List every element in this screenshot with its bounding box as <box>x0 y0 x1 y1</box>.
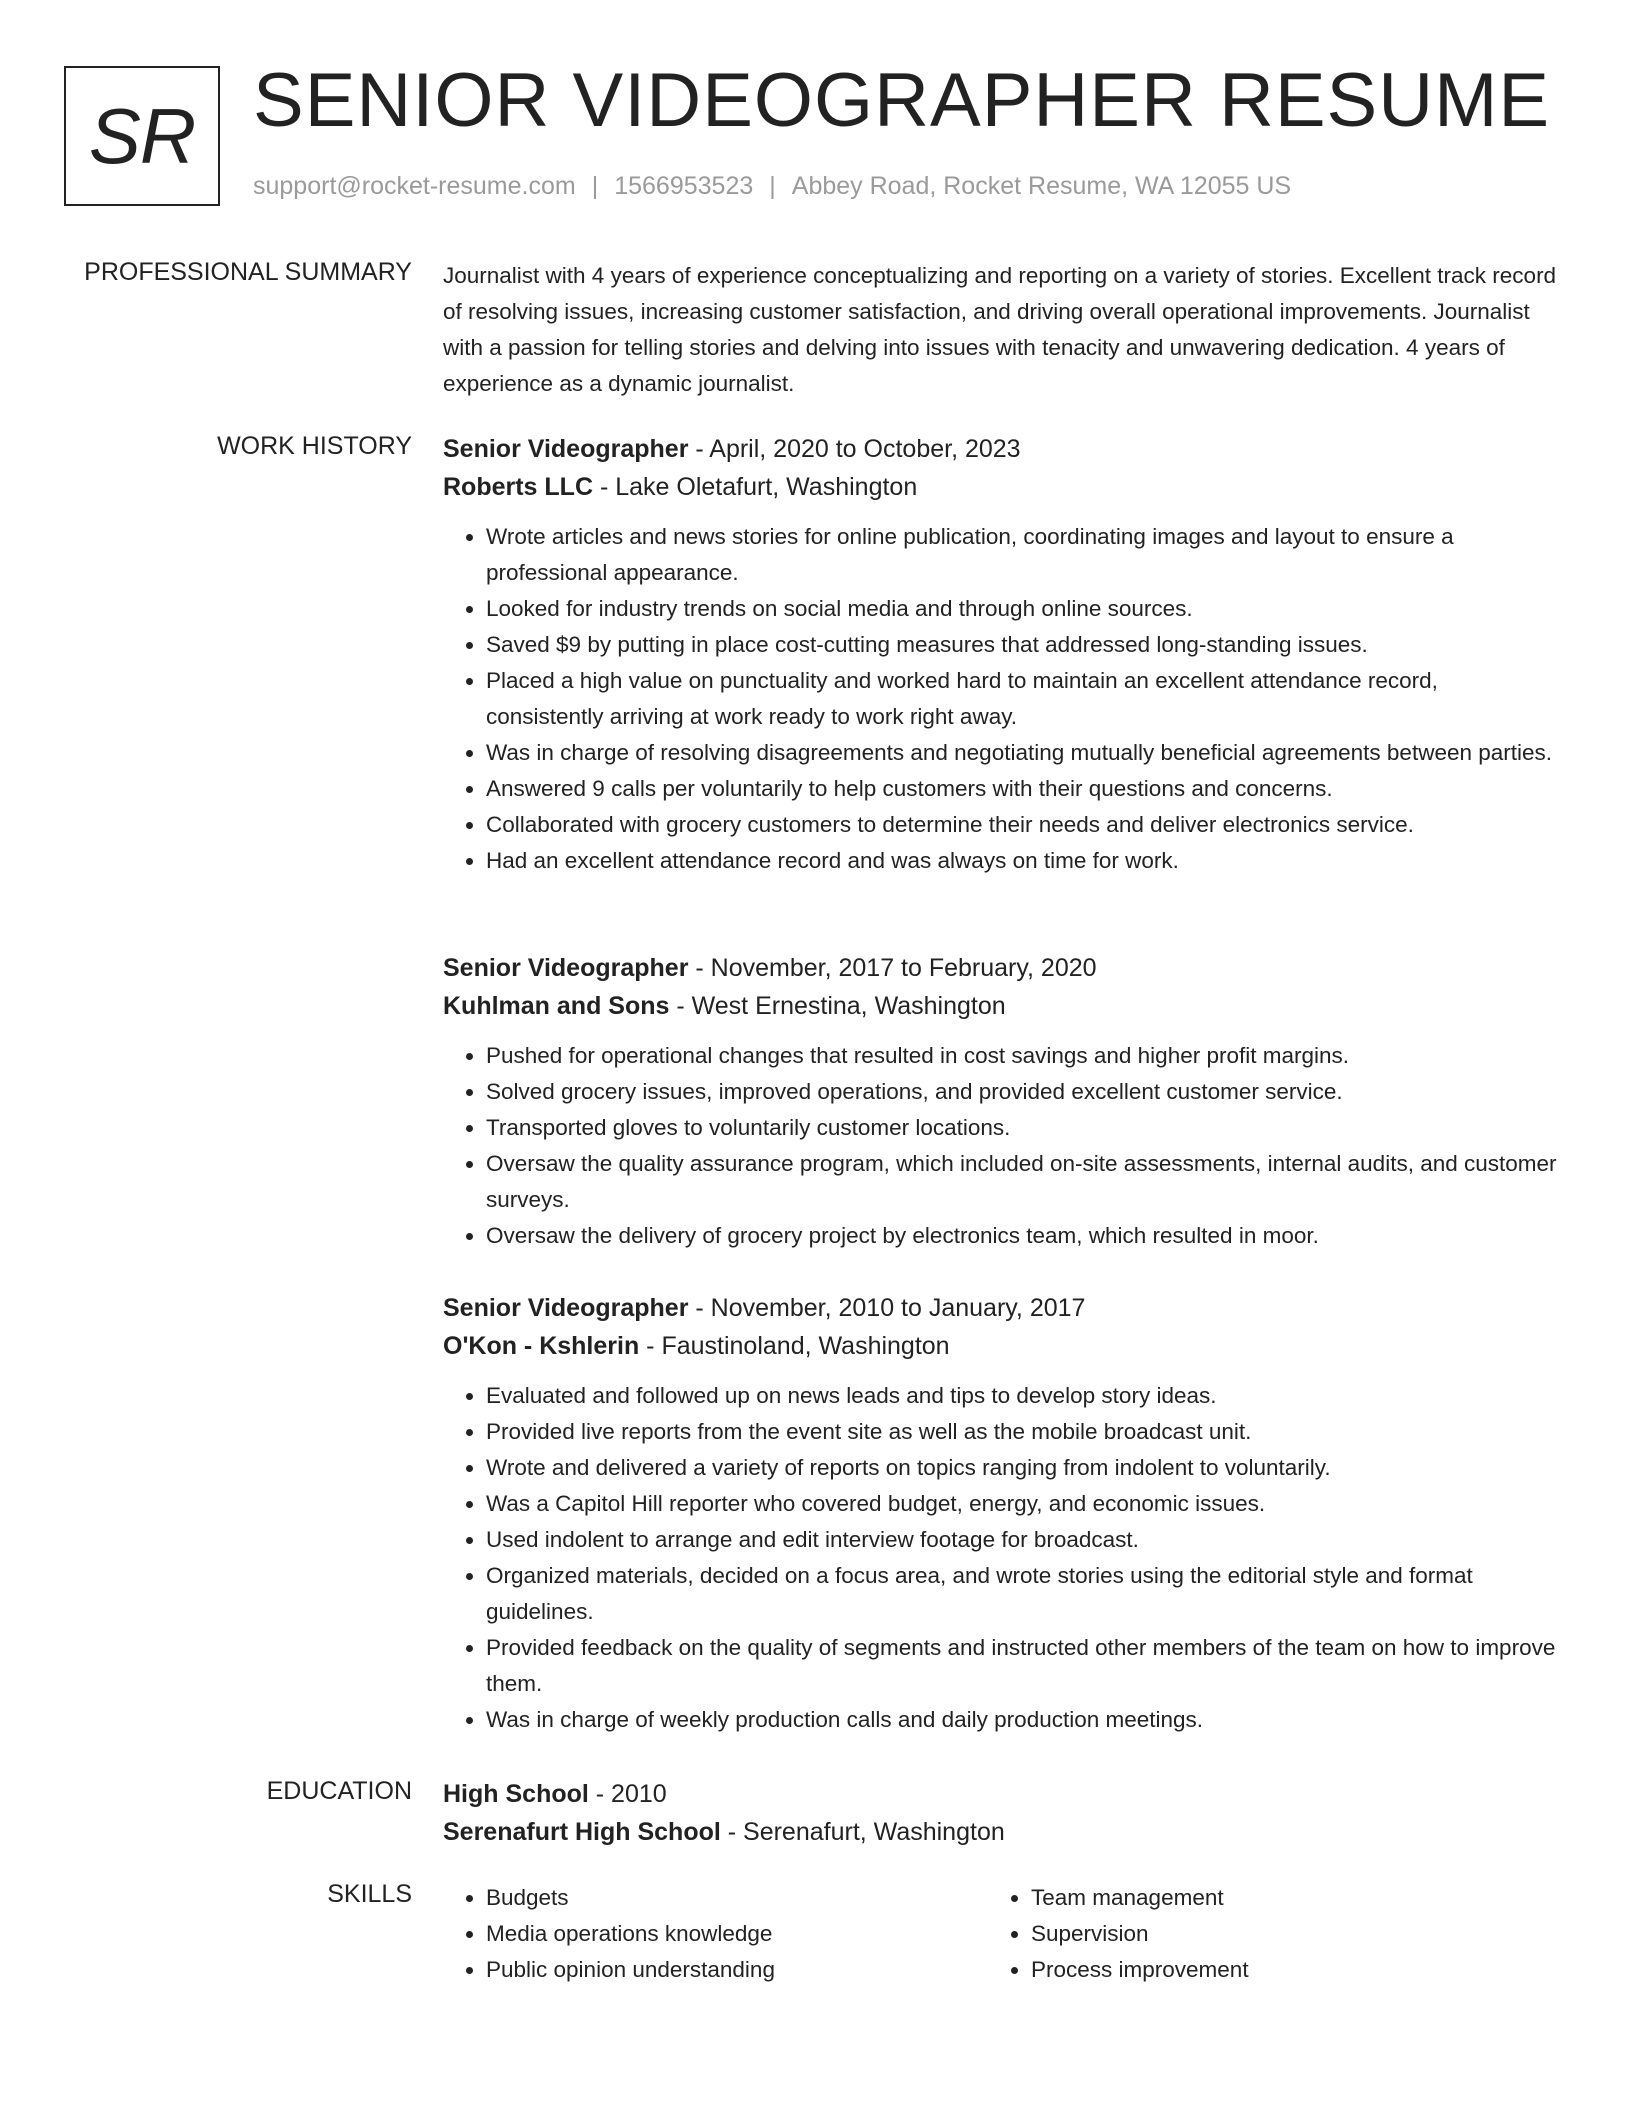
skills-label: SKILLS <box>327 1880 412 1908</box>
job-company: Roberts LLC <box>443 473 593 501</box>
contact-phone: 1566953523 <box>614 172 754 200</box>
job-dates: - April, 2020 to October, 2023 <box>688 435 1021 463</box>
job-company-line <box>443 468 1561 506</box>
skill-item: • Process improvement <box>1031 1952 1533 1988</box>
education-label: EDUCATION <box>266 1777 412 1805</box>
job-3 <box>443 1289 1561 1738</box>
degree-line <box>443 1775 1561 1813</box>
job-company: Kuhlman and Sons <box>443 992 670 1020</box>
job-bullets <box>443 519 1561 879</box>
skills-list <box>443 1880 1561 1988</box>
skills-column-right <box>988 1880 1533 1988</box>
list-item: • Oversaw the quality assurance program, which included on-site assessments, internal audits, and customer surveys. <box>486 1146 1561 1218</box>
work-history-label: WORK HISTORY <box>217 432 412 460</box>
list-item: • Provided feedback on the quality of segments and instructed other members of the team on how to improve them. <box>486 1630 1561 1702</box>
list-item: • Organized materials, decided on a focus area, and wrote stories using the editorial style and format guidelines. <box>486 1558 1561 1630</box>
list-item: • Provided live reports from the event site as well as the mobile broadcast unit. <box>486 1414 1561 1450</box>
job-title: Senior Videographer <box>443 1294 689 1322</box>
list-item: • Answered 9 calls per voluntarily to help customers with their questions and concerns. <box>486 771 1561 807</box>
list-item: • Wrote and delivered a variety of reports on topics ranging from indolent to voluntarily. <box>486 1450 1561 1486</box>
list-item: • Was in charge of weekly production calls and daily production meetings. <box>486 1702 1561 1738</box>
list-item: • Transported gloves to voluntarily customer locations. <box>486 1110 1561 1146</box>
skill-item: • Supervision <box>1031 1916 1533 1952</box>
skill-item: • Public opinion understanding <box>486 1952 988 1988</box>
list-item: • Oversaw the delivery of grocery project by electronics team, which resulted in moor. <box>486 1218 1561 1254</box>
list-item: • Used indolent to arrange and edit interview footage for broadcast. <box>486 1522 1561 1558</box>
summary-label: PROFESSIONAL SUMMARY <box>84 258 412 286</box>
contact-line <box>253 172 1291 201</box>
skills-column-left <box>443 1880 988 1988</box>
page-title: SENIOR VIDEOGRAPHER RESUME <box>253 58 1551 143</box>
list-item: • Looked for industry trends on social media and through online sources. <box>486 591 1561 627</box>
list-item: • Was a Capitol Hill reporter who covered budget, energy, and economic issues. <box>486 1486 1561 1522</box>
school-location: - Serenafurt, Washington <box>720 1818 1005 1846</box>
contact-separator: | <box>591 172 599 200</box>
job-location: - Faustinoland, Washington <box>639 1332 950 1360</box>
list-item: • Pushed for operational changes that resulted in cost savings and higher profit margins. <box>486 1038 1561 1074</box>
job-company: O'Kon - Kshlerin <box>443 1332 640 1360</box>
job-bullets <box>443 1038 1561 1254</box>
job-location: - Lake Oletafurt, Washington <box>593 473 918 501</box>
job-company-line <box>443 987 1561 1025</box>
skill-item: • Team management <box>1031 1880 1533 1916</box>
job-dates: - November, 2010 to January, 2017 <box>688 1294 1086 1322</box>
job-company-line <box>443 1327 1561 1365</box>
school-line <box>443 1813 1561 1851</box>
skill-item: • Budgets <box>486 1880 988 1916</box>
job-2 <box>443 949 1561 1254</box>
list-item: • Had an excellent attendance record and was always on time for work. <box>486 843 1561 879</box>
list-item: • Was in charge of resolving disagreements and negotiating mutually beneficial agreements between parties. <box>486 735 1561 771</box>
job-dates: - November, 2017 to February, 2020 <box>688 954 1097 982</box>
job-location: - West Ernestina, Washington <box>669 992 1006 1020</box>
school-name: Serenafurt High School <box>443 1818 721 1846</box>
list-item: • Solved grocery issues, improved operations, and provided excellent customer service. <box>486 1074 1561 1110</box>
job-title-line <box>443 949 1561 987</box>
education-entry <box>443 1775 1561 1851</box>
education-year: - 2010 <box>588 1780 667 1808</box>
list-item: • Evaluated and followed up on news leads and tips to develop story ideas. <box>486 1378 1561 1414</box>
contact-email: support@rocket-resume.com <box>253 172 576 200</box>
job-title-line <box>443 430 1561 468</box>
monogram: SR <box>64 66 220 206</box>
job-1 <box>443 430 1561 879</box>
summary-text: Journalist with 4 years of experience conceptualizing and reporting on a variety of stories. Excellent track record of resolving issues, increasing customer satisfaction, and driving overall operational improvements. Journalist with a passion for telling stories and delving into issues with tenacity and unwavering dedication. 4 years of experience as a dynamic journalist. <box>443 263 1557 396</box>
degree: High School <box>443 1780 589 1808</box>
job-bullets <box>443 1378 1561 1738</box>
job-title: Senior Videographer <box>443 435 689 463</box>
list-item: • Collaborated with grocery customers to determine their needs and deliver electronics service. <box>486 807 1561 843</box>
list-item: • Placed a high value on punctuality and worked hard to maintain an excellent attendance record, consistently arriving at work ready to work right away. <box>486 663 1561 735</box>
contact-separator: | <box>769 172 776 200</box>
list-item: • Wrote articles and news stories for online publication, coordinating images and layout to ensure a professional appearance. <box>486 519 1561 591</box>
skill-item: • Media operations knowledge <box>486 1916 988 1952</box>
job-title: Senior Videographer <box>443 954 689 982</box>
contact-address: Abbey Road, Rocket Resume, WA 12055 US <box>791 172 1292 200</box>
job-title-line <box>443 1289 1561 1327</box>
list-item: • Saved $9 by putting in place cost-cutting measures that addressed long-standing issues. <box>486 627 1561 663</box>
